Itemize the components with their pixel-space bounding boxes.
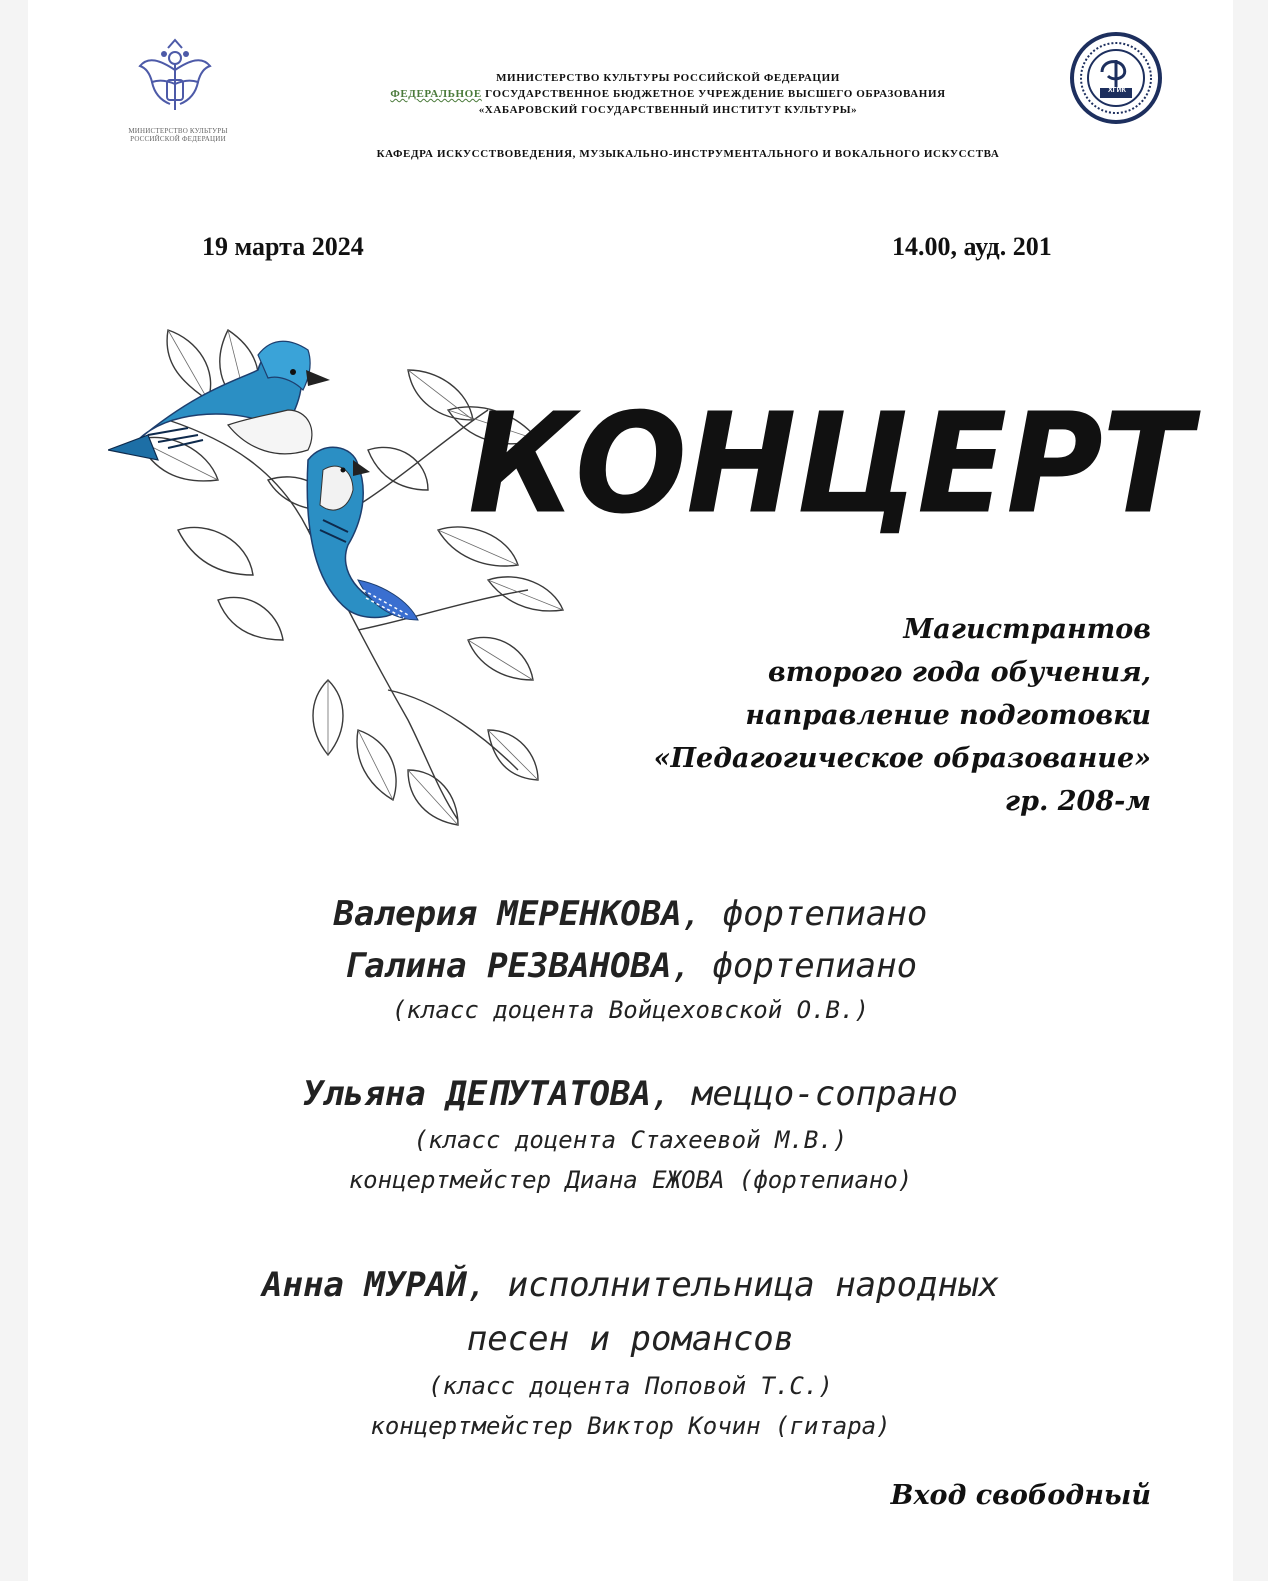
performer-role-continued: песен и романсов — [466, 1319, 795, 1359]
institution-type — [218, 86, 1118, 102]
institution-name: «ХАБАРОВСКИЙ ГОСУДАРСТВЕННЫЙ ИНСТИТУТ КУЛЬТУРЫ» — [478, 104, 858, 116]
institution-prefix: ФЕДЕРАЛЬНОЕ — [390, 88, 482, 100]
performer-line — [28, 1258, 1233, 1312]
institute-seal-icon — [1068, 30, 1164, 126]
performer-line — [28, 1068, 1233, 1120]
performers-piano — [28, 888, 1233, 1028]
performer-instrument: , фортепиано — [671, 946, 918, 986]
ministry-name: МИНИСТЕРСТВО КУЛЬТУРЫ РОССИЙСКОЙ ФЕДЕРАЦИИ — [496, 72, 840, 84]
performer-line — [28, 888, 1233, 940]
subtitle-line: второго года обучения, — [768, 657, 1151, 688]
institute-logo — [1068, 30, 1164, 131]
concert-subtitle — [451, 608, 1151, 823]
performer-role: , исполнительница народных — [466, 1265, 999, 1305]
department-name: КАФЕДРА ИСКУССТВОВЕДЕНИЯ, МУЗЫКАЛЬНО-ИНСТРУМЕНТАЛЬНОГО И ВОКАЛЬНОГО ИСКУССТВА — [376, 148, 1000, 160]
performer-name: Галина РЕЗВАНОВА — [343, 946, 672, 986]
performer-class: (класс доцента Поповой Т.С.) — [428, 1372, 833, 1400]
event-time-room: 14.00, ауд. 201 — [892, 232, 1052, 261]
performer-accompanist: концертмейстер Виктор Кочин (гитара) — [370, 1412, 891, 1440]
free-entry-note: Вход свободный — [890, 1480, 1151, 1511]
performers-vocal — [28, 1068, 1233, 1200]
poster-page — [28, 0, 1233, 1581]
concert-title: КОНЦЕРТ — [468, 383, 1191, 546]
performer-role: , меццо-сопрано — [650, 1074, 959, 1114]
performer-class: (класс доцента Войцеховской О.В.) — [392, 996, 869, 1024]
subtitle-line: Магистрантов — [903, 614, 1151, 645]
performers-folk — [28, 1258, 1233, 1446]
subtitle-line: гр. 208-м — [1004, 786, 1151, 817]
header-block — [218, 70, 1118, 118]
institute-logo-text: ХГИК — [1108, 87, 1126, 94]
double-headed-eagle-icon — [130, 30, 220, 120]
performer-name: Анна МУРАЙ — [262, 1265, 467, 1305]
event-date: 19 марта 2024 — [202, 232, 364, 261]
performer-name: Ульяна ДЕПУТАТОВА — [302, 1074, 651, 1114]
ministry-logo-caption: МИНИСТЕРСТВО КУЛЬТУРЫ РОССИЙСКОЙ ФЕДЕРАЦИИ — [128, 127, 228, 143]
performer-line — [28, 940, 1233, 992]
performer-instrument: , фортепиано — [681, 894, 928, 934]
performer-accompanist: концертмейстер Диана ЕЖОВА (фортепиано) — [348, 1166, 913, 1194]
subtitle-line: «Педагогическое образование» — [653, 743, 1151, 774]
performer-class: (класс доцента Стахеевой М.В.) — [413, 1126, 848, 1154]
institution-rest: ГОСУДАРСТВЕННОЕ БЮДЖЕТНОЕ УЧРЕЖДЕНИЕ ВЫСШЕГО ОБРАЗОВАНИЯ — [485, 88, 946, 100]
performer-name: Валерия МЕРЕНКОВА — [333, 894, 682, 934]
subtitle-line: направление подготовки — [745, 700, 1151, 731]
